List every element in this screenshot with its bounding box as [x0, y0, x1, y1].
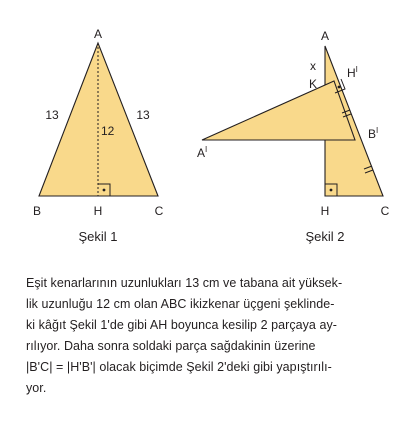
vertex-a-prime-label: $A^I$	[197, 145, 208, 160]
description-line: rılıyor. Daha sonra soldaki parça sağdakinin üzerine	[26, 339, 316, 353]
point-k-label: K	[308, 77, 318, 91]
right-angle-dot-h-prime	[338, 86, 341, 89]
vertex-h-prime-label: $H^I$	[347, 65, 358, 80]
side-ab-length: 13	[45, 108, 59, 122]
height-ah-length: 12	[101, 124, 115, 138]
description-line: ki kâğıt Şekil 1'de gibi AH boyunca kesilip 2 parçaya ay-	[26, 318, 337, 332]
problem-description	[26, 273, 402, 399]
vertex-b-label: B	[32, 204, 42, 218]
foot-h-label: H	[93, 204, 103, 218]
description-line: |B'C| = |H'B'| olacak biçimde Şekil 2'deki gibi yapıştırılı-	[26, 360, 332, 374]
description-line: lik uzunluğu 12 cm olan ABC ikizkenar üçgeni şeklinde-	[26, 297, 335, 311]
glued-left-half-triangle	[202, 81, 355, 140]
figure-2-caption: Şekil 2	[305, 229, 345, 244]
right-angle-dot-h	[103, 189, 106, 192]
figure-1-caption: Şekil 1	[78, 229, 118, 244]
vertex-a-label: A	[93, 27, 103, 41]
right-angle-dot-h	[330, 189, 333, 192]
vertex-b-prime-label: $B^I$	[368, 126, 379, 141]
side-ac-length: 13	[136, 108, 150, 122]
description-line: yor.	[26, 381, 47, 395]
figure-2	[197, 29, 390, 244]
figure-1	[33, 27, 164, 244]
vertex-c-label: C	[380, 204, 390, 218]
foot-h-label: H	[320, 204, 330, 218]
vertex-a-label: A	[320, 29, 330, 43]
vertex-c-label: C	[154, 204, 164, 218]
segment-x-label: x	[310, 59, 316, 73]
description-line: Eşit kenarlarının uzunlukları 13 cm ve tabana ait yüksek-	[26, 276, 343, 290]
